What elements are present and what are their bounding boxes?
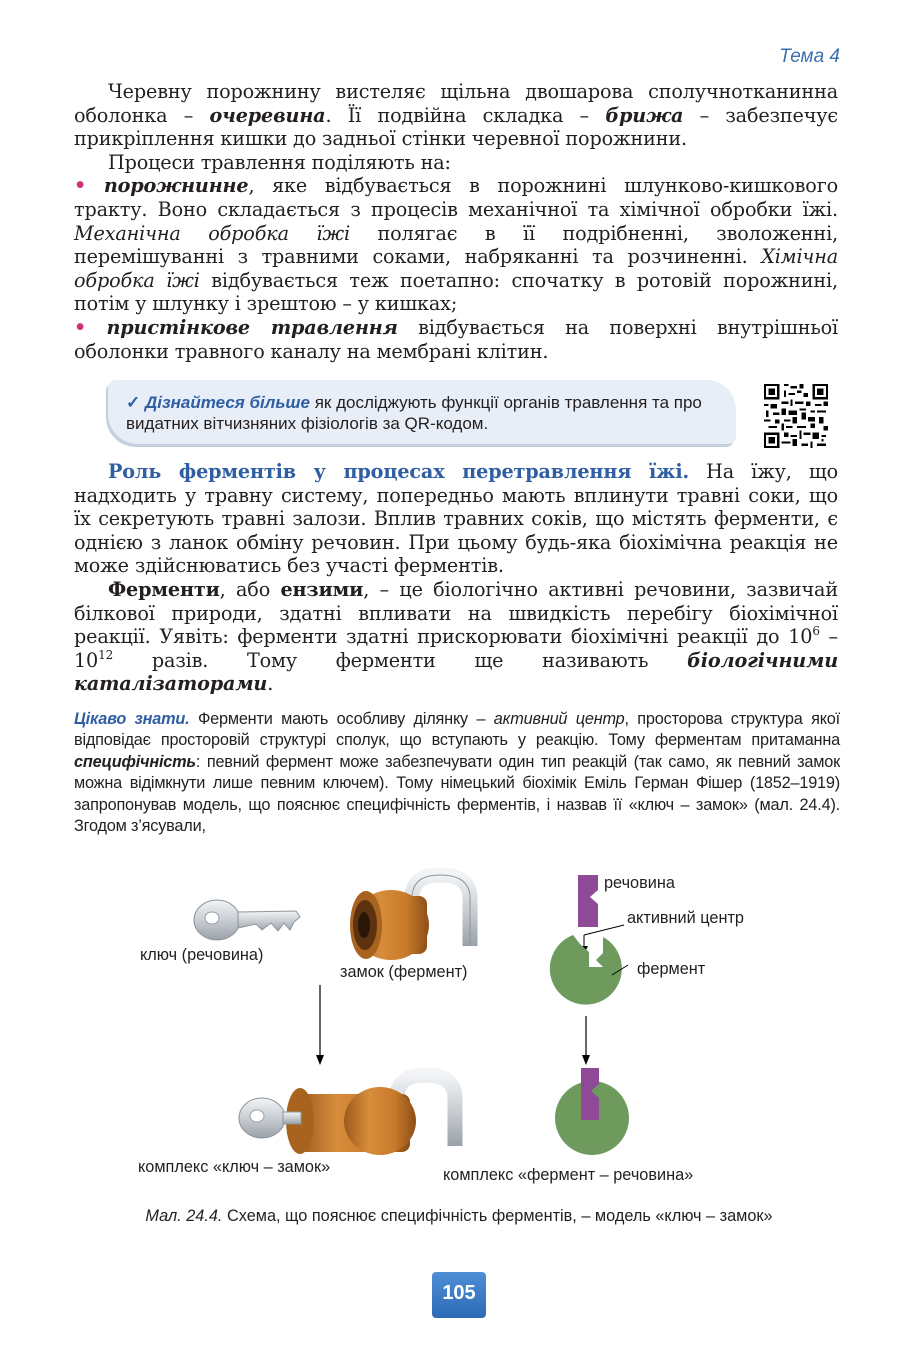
term-enzymes: Ферменти [108,577,220,601]
term-peritoneum: очеревина [209,103,326,127]
topic-label: Тема 4 [779,46,840,67]
term-mesentery: брижа [605,103,684,127]
key-icon [194,900,300,940]
enzyme-icon [550,935,622,1005]
callout-text: ✓ Дізнайтеся більше як досліджують функції органів травлення та про видатних вітчизняних фізіологів за QR-кодом. [126,393,702,433]
term-parietal: пристінкове травлення [106,315,398,339]
label-lock: замок (фермент) [340,963,468,981]
term-catalysts: біологічними каталізаторами [74,648,838,696]
label-substance: речовина [604,874,675,892]
page-number: 105 [432,1272,486,1318]
paragraph-enzyme-role: Роль ферментів у процесах перетравлення їжі. На їжу, що надходить у травну систему, попередньо мають вплинути травні соки, що їх секретують травні залози. Вплив травних соків, що містять ферменти, є однією з ланок обміну речовин. При цьому будь-яка біохімічна реакція не може здійснюватись без участі ферментів. [74,460,838,578]
paragraph-enzymes-definition: Ферменти, або ензими, – це біологічно активні речовини, зазвичай білкової природи, здатні впливати на швидкість перебігу біохімічної реакції. Уявіть: ферменти здатні прискорювати біохімічні реакції до $10^6$ $-10^{12}$ разів. Тому ферменти ще називають біологічними каталізаторами. [74,577,838,696]
lock-icon [350,875,470,960]
paragraph-peritoneum: Черевну порожнину вистеляє щільна двошарова сполучнотканинна оболонка – очеревина. Її подвійна складка – брижа – забезпечує прикріплення кишки до задньої стінки черевної порожнини. [74,80,839,151]
note-lead: Цікаво знати. [74,710,190,728]
callout-lead: Дізнайтеся більше [144,393,310,412]
bullet-marker: • [74,174,87,198]
term-specificity: специфічність [74,752,196,771]
check-icon: ✓ [126,393,141,412]
paragraph-digestion-types: Процеси травлення поділяють на: [108,150,451,174]
label-complex-enzyme-substance: комплекс «фермент – речовина» [443,1166,694,1184]
term-ensymes: ензими [280,577,364,601]
section-heading: Роль ферментів у процесах перетравлення їжі. [108,460,689,483]
label-complex-key-lock: комплекс «ключ – замок» [138,1158,331,1176]
term-cavity: порожнинне [103,174,249,198]
bullet-cavity-digestion: • порожнинне, яке відбувається в порожнині шлунково-кишкового тракту. Воно складається з процесів механічної та хімічної обробки їжі. Механічна обробка їжі полягає в її подрібненні, зволоженні, перемішуванні з травними соками, набряканні та розчиненні. Хімічна обробка їжі відбувається теж поетапно: спочатку в ротовій порожнині, потім у шлунку і зрештою – у кишках; [74,174,839,316]
enzyme-substance-complex-icon [555,1068,629,1155]
label-enzyme: фермент [637,960,706,978]
arrow-head [316,1055,324,1065]
label-key: ключ (речовина) [140,946,264,964]
label-active-center: активний центр [627,909,744,927]
key-lock-complex-icon [239,1075,455,1155]
bullet-marker: • [74,315,87,339]
bullet-parietal-digestion: • пристінкове травлення відбувається на поверхні внутрішньої оболонки травного каналу на мембрані клітин. [74,315,839,363]
figure-caption: Мал. 24.4. Схема, що пояснює специфічність ферментів, – модель «ключ – замок» [145,1207,773,1225]
interesting-note: Цікаво знати. Ферменти мають особливу ділянку – активний центр, просторова структура якої відповідає просторовій структурі сполук, що вступають у реакцію. Тому ферментам притаманна специфічність: певний фермент може забезпечувати один тип реакцій (так само, як певний замок можна відімкнути лише певним ключем). Тому німецький біохімік Еміль Герман Фішер (1852–1919) запропонував модель, що пояснює специфічність ферментів, і назвав її «ключ – замок» (мал. 24.4). Згодом з’ясували, [74,710,840,836]
substance-icon [578,875,598,927]
